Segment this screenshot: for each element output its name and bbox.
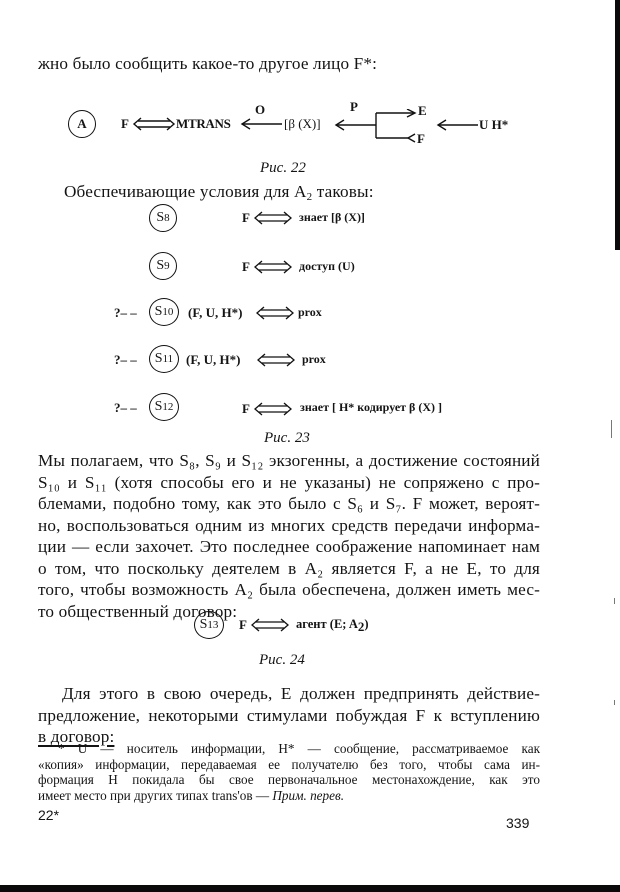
node-a-circle — [68, 110, 96, 138]
state-subscript: 13 — [207, 619, 219, 631]
state-circle-s8 — [149, 204, 177, 232]
intro-text: Обеспечивающие условия для A — [64, 182, 307, 201]
state-subscript: 9 — [164, 260, 170, 272]
state-letter: S — [154, 304, 163, 319]
row-right: доступ (U) — [299, 259, 355, 273]
state-subscript: 10 — [162, 306, 174, 318]
scan-mark — [614, 700, 615, 705]
text-line: о том, что поскольку деятелем в A₂ является F, а не E, то для — [38, 558, 540, 578]
state-subscript: 11 — [162, 353, 174, 365]
row-args: (F, U, H*) — [186, 352, 241, 367]
row-left: F — [242, 210, 250, 225]
fig23-caption — [264, 430, 310, 447]
row-right: знает [β (X)] — [299, 210, 365, 224]
state-circle-s13 — [194, 611, 224, 639]
node-a-label: A — [77, 116, 87, 131]
signature-mark: 22* — [38, 807, 60, 823]
row-prefix: ?– – — [114, 352, 137, 367]
row-right: prox — [302, 352, 326, 366]
footnote-line: * U — носитель информации, H* — сообщение, рассматриваемое как — [58, 741, 540, 756]
scan-edge-bottom — [0, 885, 620, 892]
state-letter: S — [154, 351, 163, 366]
row-left: F — [242, 259, 250, 274]
double-arrow-icon — [253, 211, 293, 225]
agent-text: агент (E; A — [296, 617, 358, 631]
double-arrow-icon — [132, 117, 176, 131]
double-arrow-icon — [256, 353, 296, 367]
agent-subscript: 2 — [357, 619, 365, 634]
text-line: Для этого в свою очередь, E должен предпринять действие- — [62, 684, 540, 703]
footnote-text: имеет место при других типах trans'ов — — [38, 787, 273, 803]
state-letter: S — [154, 399, 163, 414]
left-arrow-icon — [240, 117, 284, 131]
state-letter: S — [156, 258, 165, 273]
text-line-underlined: в договор: — [38, 727, 115, 746]
state-letter: S — [199, 617, 208, 632]
fig22-e: E — [418, 103, 427, 118]
page-number: 339 — [506, 815, 530, 831]
paragraph-2 — [38, 684, 540, 749]
intro-subscript: 2 — [306, 191, 313, 203]
fig22-o-label: O — [255, 102, 266, 117]
state-circle-s11 — [149, 345, 179, 373]
fig22-uh: U H* — [479, 117, 509, 132]
paragraph-1 — [38, 451, 540, 623]
footnote-line-last — [38, 788, 540, 804]
scan-edge-right — [615, 0, 620, 250]
row-args: (F, U, H*) — [188, 305, 243, 320]
continued-text-line: жно было сообщить какое-то другое лицо F*: — [38, 54, 378, 73]
fig22-p-label: P — [350, 99, 358, 114]
caption-text: Рис. 24 — [259, 652, 305, 668]
translator-note: Прим. перев. — [272, 787, 344, 803]
agent-close: ) — [364, 617, 369, 631]
state-circle-s10 — [149, 298, 179, 326]
state-circle-s9 — [149, 252, 177, 280]
fig22-mtrans: MTRANS — [176, 116, 231, 131]
double-arrow-icon — [253, 260, 293, 274]
text-line: ции — если захочет. Это последнее соображение напоминает нам — [38, 537, 540, 556]
state-circle-s12 — [149, 393, 179, 421]
text-line: но, воспользоваться одним из многих средств передачи информа- — [38, 515, 540, 535]
caption-text: Рис. 22 — [260, 160, 306, 176]
row-left: F — [242, 401, 250, 416]
text-line: блемами, подобно тому, как это было с S₆ и S₇. F может, вероят- — [38, 494, 540, 513]
row-left: F — [239, 617, 247, 632]
footnote — [38, 741, 540, 803]
state-letter: S — [156, 210, 165, 225]
footnote-line: формация H покидала бы свое первоначальное местонахождение, как это — [38, 772, 540, 787]
footnote-line: «копия» информации, передаваемая ее получателю без того, чтобы сама ин- — [38, 756, 540, 772]
state-subscript: 8 — [164, 212, 170, 224]
fig22-caption — [260, 160, 306, 177]
fig24-caption — [259, 652, 305, 669]
text-line: Мы полагаем, что S₈, S₉ и S₁₂ экзогенны, а достижение состояний — [38, 451, 540, 470]
left-arrow-icon — [436, 118, 480, 132]
text-line: то общественный договор: — [38, 601, 238, 621]
row-right: prox — [298, 305, 322, 319]
text-line: S₁₀ и S₁₁ (хотя способы его и не указаны) не сопряжено с про- — [38, 472, 540, 492]
double-arrow-icon — [255, 306, 295, 320]
row-prefix: ?– – — [114, 305, 137, 320]
row-right — [296, 617, 369, 635]
double-arrow-icon — [253, 402, 293, 416]
scan-mark — [611, 420, 612, 438]
fig22-f-branch: F — [417, 131, 425, 146]
intro-text-end: таковы: — [312, 182, 374, 201]
text-line: того, чтобы возможность A₂ была обеспечена, должен иметь мес- — [38, 580, 540, 599]
intro-line — [64, 182, 374, 203]
state-subscript: 12 — [162, 401, 174, 413]
double-arrow-icon — [250, 618, 290, 632]
row-right: знает [ H* кодирует β (X) ] — [300, 400, 443, 414]
scan-mark — [614, 598, 615, 604]
fig22-beta-x: [β (X)] — [284, 116, 321, 131]
fig22-f: F — [121, 116, 129, 131]
text-line: предложение, некоторыми стимулами побуждая F к вступлению — [38, 705, 540, 725]
row-prefix: ?– – — [114, 400, 137, 415]
caption-text: Рис. 23 — [264, 430, 310, 446]
